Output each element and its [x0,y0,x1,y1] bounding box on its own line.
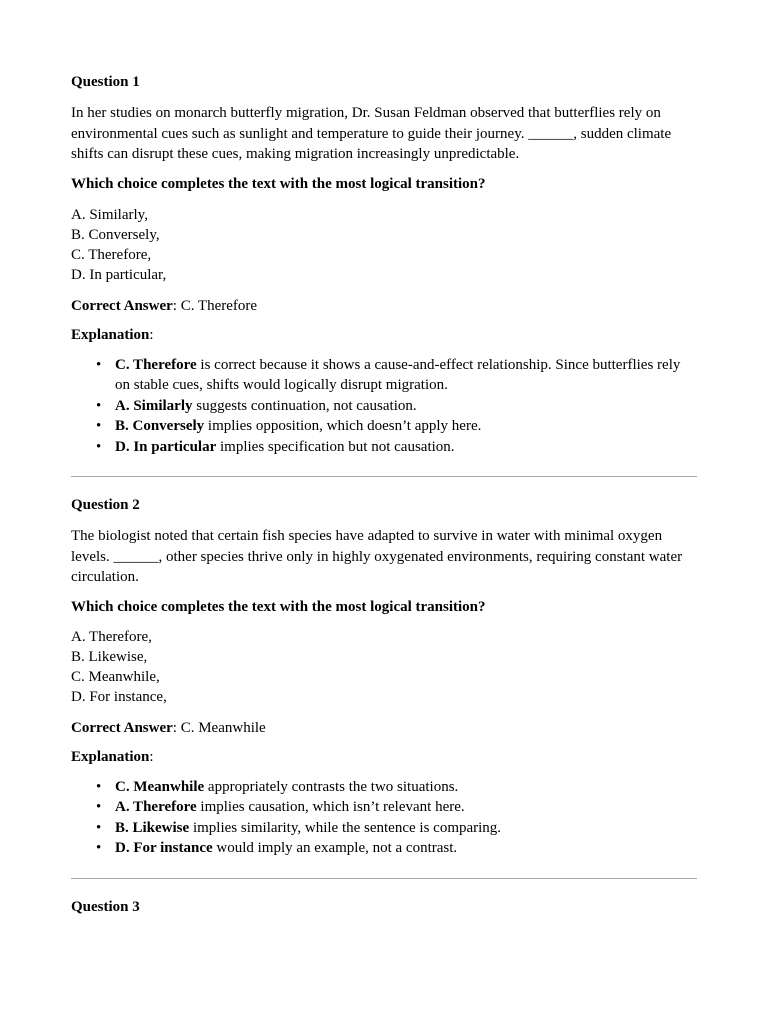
explanation-item [71,818,697,839]
choice-item: A. Similarly, [71,206,148,223]
choice-item: C. Therefore, [71,246,152,263]
explanation-colon: : [149,326,154,343]
explanation-option: A. Similarly [115,397,193,414]
correct-answer-value: : C. Meanwhile [172,719,266,736]
question-body: In her studies on monarch butterfly migration, Dr. Susan Feldman observed that butterflies rely on environmental cues such as sunlight and temperature to guide their journey. ______, sudden climate shifts can disrupt these cues, making migration increasingly unpredictable. [71,105,672,162]
explanation-text: implies specification but not causation. [216,438,455,455]
explanation-option: D. For instance [115,840,213,856]
explanation-option: B. Likewise [115,819,190,836]
correct-answer-label: Correct Answer [71,297,173,314]
choice-item: A. Therefore, [71,628,152,645]
explanation-item [71,838,697,859]
choice-item: B. Likewise, [71,648,148,665]
explanation-item [71,777,697,798]
explanation-text: would imply an example, not a contrast. [212,840,458,856]
question-title: Question 2 [71,497,140,513]
explanation-text: implies causation, which isn’t relevant here. [196,799,465,815]
explanation-option: A. Therefore [115,799,197,815]
correct-answer-line [71,296,697,316]
question-2 [71,477,697,859]
correct-answer-line [71,718,697,738]
correct-answer-label: Correct Answer [71,719,173,736]
choice-item: D. In particular, [71,266,167,283]
explanation-text: appropriately contrasts the two situations. [204,778,459,795]
explanation-option: B. Conversely [115,418,205,434]
explanation-item [71,416,697,437]
choice-item: B. Conversely, [71,226,160,243]
bullet-icon: • [96,438,102,455]
bullet-icon: • [96,397,102,414]
explanation-text: is correct because it shows a cause-and-effect relationship. Since butterflies rely on stable cues, shifts would logically disrupt migration. [115,356,681,393]
explanation-option: C. Therefore [115,356,197,373]
question-3 [71,879,697,917]
explanation-text: implies similarity, while the sentence is comparing. [189,819,502,836]
question-prompt: Which choice completes the text with the most logical transition? [71,175,486,192]
explanation-label: Explanation [71,748,150,765]
explanation-label: Explanation [71,326,150,343]
explanation-text: suggests continuation, not causation. [192,397,417,414]
choice-item: D. For instance, [71,688,167,705]
explanation-item [71,396,697,417]
question-title: Question 1 [71,74,140,90]
bullet-icon: • [96,356,102,373]
choice-list [71,627,697,707]
explanation-option: C. Meanwhile [115,778,205,795]
explanation-item [71,355,697,396]
bullet-icon: • [96,819,102,836]
explanation-list [71,777,697,859]
bullet-icon: • [96,799,102,815]
question-1 [71,0,697,457]
question-body: The biologist noted that certain fish species have adapted to survive in water with minimal oxygen levels. ______, other species thrive only in highly oxygenated environments, requiring constant water circulation. [71,528,683,585]
question-title: Question 3 [71,898,140,915]
explanation-heading [71,325,697,345]
explanation-item [71,797,697,818]
explanation-list [71,355,697,458]
explanation-option: D. In particular [115,438,217,455]
bullet-icon: • [96,778,102,795]
bullet-icon: • [96,418,102,434]
explanation-text: implies opposition, which doesn’t apply here. [204,418,482,434]
explanation-item [71,437,697,458]
bullet-icon: • [96,840,102,856]
question-prompt: Which choice completes the text with the most logical transition? [71,598,486,615]
explanation-colon: : [149,748,154,765]
choice-item: C. Meanwhile, [71,668,160,685]
explanation-heading [71,747,697,767]
correct-answer-value: : C. Therefore [172,297,258,314]
choice-list [71,205,697,285]
